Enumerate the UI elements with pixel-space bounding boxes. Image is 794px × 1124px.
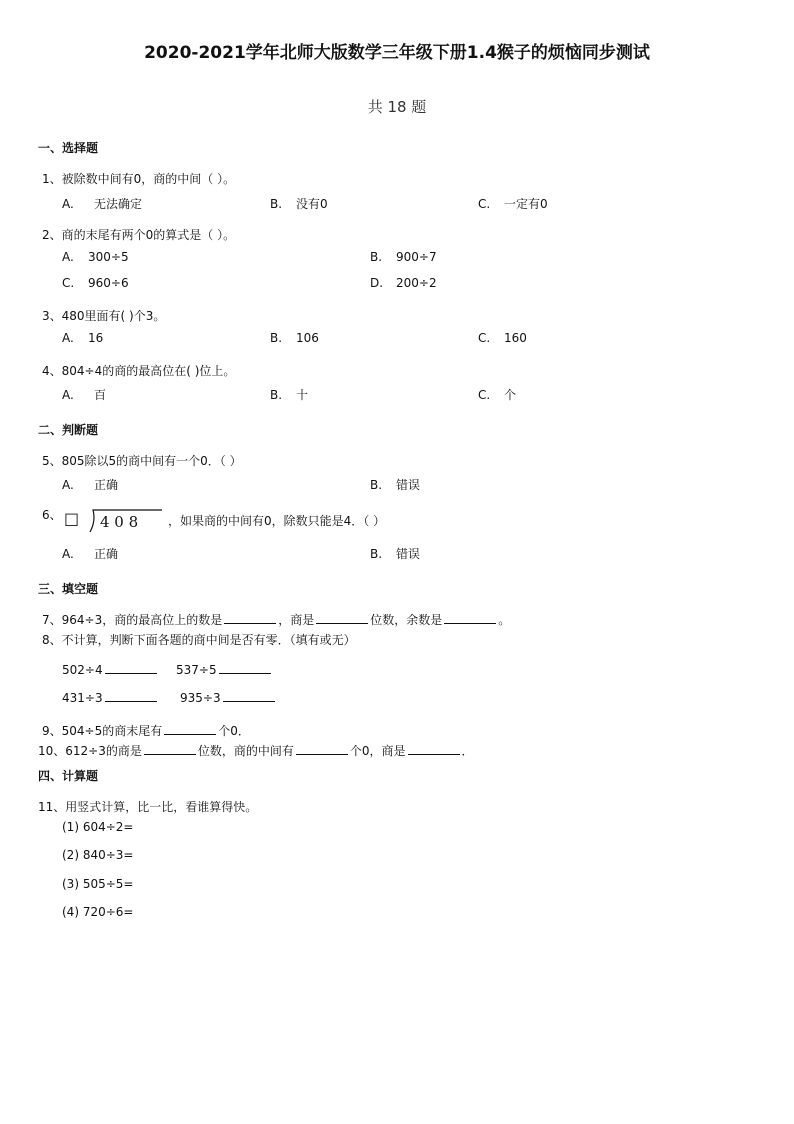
question-text: 位数，余数是 [370,613,443,627]
answer-blank[interactable] [296,742,348,755]
option-letter: C. [478,331,491,345]
option-text: 错误 [396,478,421,492]
q6-option-b [370,545,420,562]
section-fill-in: 三、填空题 [38,582,99,596]
q3-option-b [270,331,319,345]
question-1: 1、被除数中间有0，商的中间（ ）。 [42,172,236,186]
question-text: 个0． [218,724,250,738]
question-text: 个0，商是 [349,744,406,758]
question-9 [42,722,250,739]
question-10 [38,742,474,759]
question-text: ，商是 [278,613,315,627]
q5-option-b [370,476,420,493]
option-text: 十 [296,388,309,402]
question-text: 9、504÷5的商末尾有 [42,724,163,738]
q8-item-2 [176,661,273,677]
q3-option-c [478,331,527,345]
q8-item-3 [62,689,159,705]
dividend: 4 0 8 [100,513,139,531]
option-letter: B. [270,197,283,211]
q3-option-a [62,331,103,345]
option-text: 个 [504,388,517,402]
option-text: 900÷7 [396,250,437,264]
question-text: 。 [498,613,511,627]
question-text: ． [461,744,474,758]
option-text: 一定有0 [504,197,548,211]
answer-blank[interactable] [105,661,157,674]
q1-option-a [62,195,142,212]
option-letter: A. [62,250,74,264]
expression: 431÷3 [62,691,103,705]
answer-blank[interactable] [144,742,196,755]
answer-blank[interactable] [223,689,275,702]
q1-option-c [478,195,548,212]
section-choice: 一、选择题 [38,141,99,155]
question-text: 10、612÷3的商是 [38,744,142,758]
q8-item-1 [62,661,159,677]
answer-blank[interactable] [444,611,496,624]
question-4: 4、804÷4的商的最高位在( )位上。 [42,364,236,378]
option-letter: A. [62,197,74,211]
question-5: 5、805除以5的商中间有一个0．（ ） [42,454,242,468]
answer-blank[interactable] [408,742,460,755]
option-text: 960÷6 [88,276,129,290]
option-letter: A. [62,547,74,561]
option-text: 没有0 [296,197,328,211]
q4-option-b [270,386,308,403]
q5-option-a [62,476,118,493]
option-text: 错误 [396,547,421,561]
option-text: 无法确定 [94,197,143,211]
question-7 [42,611,510,628]
option-letter: B. [370,547,383,561]
q2-option-b [370,250,437,264]
question-11: 11、用竖式计算，比一比，看谁算得快。 [38,800,258,814]
question-text: 7、964÷3，商的最高位上的数是 [42,613,223,627]
q4-option-c [478,386,516,403]
question-number: 6、 [42,508,62,522]
q11-item-3: (3) 505÷5= [62,877,134,891]
option-text: 200÷2 [396,276,437,290]
option-letter: B. [270,388,283,402]
option-text: 106 [296,331,319,345]
option-text: 160 [504,331,527,345]
option-letter: D. [370,276,384,290]
q2-option-a [62,250,129,264]
q2-option-d [370,276,437,290]
option-letter: C. [62,276,75,290]
q8-item-4 [180,689,277,705]
option-letter: A. [62,388,74,402]
question-count: 共 18 题 [367,98,427,116]
option-text: 百 [94,388,107,402]
q1-option-b [270,195,328,212]
option-text: 正确 [94,547,119,561]
answer-blank[interactable] [105,689,157,702]
option-text: 300÷5 [88,250,129,264]
question-text: 位数，商的中间有 [197,744,294,758]
q11-item-2: (2) 840÷3= [62,848,134,862]
option-letter: A. [62,331,74,345]
question-3: 3、480里面有( )个3。 [42,309,166,323]
option-letter: C. [478,388,491,402]
expression: 537÷5 [176,663,217,677]
expression: 502÷4 [62,663,103,677]
option-text: 正确 [94,478,119,492]
option-letter: C. [478,197,491,211]
section-calculation: 四、计算题 [38,769,99,783]
page-title: 2020-2021学年北师大版数学三年级下册1.4猴子的烦恼同步测试 [144,43,650,63]
option-letter: B. [370,250,383,264]
option-letter: B. [370,478,383,492]
answer-blank[interactable] [316,611,368,624]
divisor-box: □ [64,509,80,528]
option-text: 16 [88,331,104,345]
question-2: 2、商的末尾有两个0的算式是（ ）。 [42,228,236,242]
answer-blank[interactable] [219,661,271,674]
q6-option-a [62,545,118,562]
section-judgement: 二、判断题 [38,423,99,437]
q4-option-a [62,386,106,403]
q2-option-c [62,276,129,290]
option-letter: B. [270,331,283,345]
expression: 935÷3 [180,691,221,705]
question-8: 8、不计算，判断下面各题的商中间是否有零．（填有或无） [42,633,356,647]
q11-item-1: (1) 604÷2= [62,820,134,834]
answer-blank[interactable] [224,611,276,624]
q11-item-4: (4) 720÷6= [62,905,134,919]
question-6-text: ，如果商的中间有0，除数只能是4．（ ） [168,514,386,528]
option-letter: A. [62,478,74,492]
answer-blank[interactable] [164,722,216,735]
